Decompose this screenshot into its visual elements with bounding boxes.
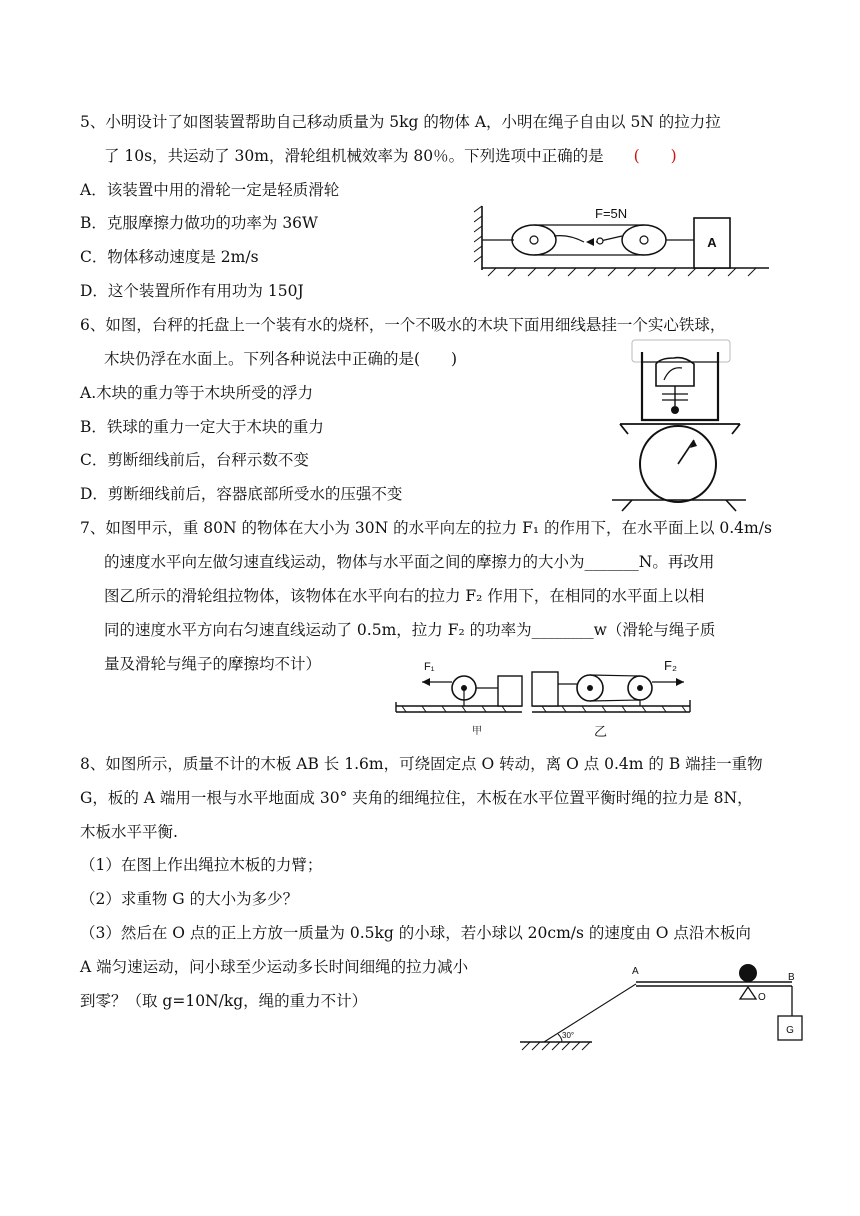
q8-sub3-line2: A 端匀速运动，问小球至少运动多长时间细绳的拉力减小 [80,958,469,976]
q5-option-a: A．该装置中用的滑轮一定是轻质滑轮 [80,181,340,199]
q7-line5: 量及滑轮与绳子的摩擦均不计） [104,655,322,673]
q7-line2: 的速度水平向左做匀速直线运动，物体与水平面之间的摩擦力的大小为_______N。再改用 [104,553,715,571]
q8-line1: 8、如图所示，质量不计的木板 AB 长 1.6m，可绕固定点 O 转动，离 O 点 0.4m 的 B 端挂一重物 [80,755,763,773]
q5-stem-text: 了 10s，共运动了 30m，滑轮组机械效率为 80％。下列选项中正确的是 [104,147,604,165]
q6-scale-figure [612,336,747,518]
q7-line3: 图乙所示的滑轮组拉物体，该物体在水平向右的拉力 F₂ 作用下，在相同的水平面上以相 [104,587,705,605]
q8-label-g: G [786,1025,794,1036]
q8-label-a: A [632,966,639,977]
q8-line2: G，板的 A 端用一根与水平地面成 30° 夹角的细绳拉住，木板在水平位置平衡时绳的拉力是 8N， [80,789,753,807]
q8-label-o: O [758,992,766,1003]
q6-option-c: C．剪断细线前后，台秤示数不变 [80,451,309,469]
q7-label-yi: 乙 [594,724,608,739]
q7-line4: 同的速度水平方向右匀速直线运动了 0.5m，拉力 F₂ 的功率为________w（滑轮与绳子质 [104,621,716,639]
q6-stem-line2: 木块仍浮在水面上。下列各种说法中正确的是( ) [104,350,458,368]
q5-option-b: B．克服摩擦力做功的功率为 36W [80,214,318,232]
q7-f2-label: F₂ [664,658,677,673]
q5-pulley-figure [474,198,774,278]
q7-label-jia: 甲 [472,726,482,737]
q5-stem-line1: 5、小明设计了如图装置帮助自己移动质量为 5kg 的物体 A，小明在绳子自由以 5N 的拉力拉 [80,113,721,131]
q8-sub2: （2）求重物 G 的大小为多少？ [80,890,299,908]
q5-force-label: F=5N [595,206,628,221]
q6-option-b: B．铁球的重力一定大于木块的重力 [80,418,324,436]
q5-option-c: C．物体移动速度是 2m/s [80,248,259,266]
q8-angle-label: 30° [562,1031,575,1040]
q8-lever-figure [514,958,804,1058]
q8-sub3: （3）然后在 O 点的正上方放一质量为 0.5kg 的小球，若小球以 20cm/s 的速度由 O 点沿木板向 [80,924,751,942]
q8-label-b: B [788,972,795,983]
q8-line3: 木板水平平衡. [80,823,178,841]
q5-stem-line2 [104,146,677,166]
q8-sub1: （1）在图上作出绳拉木板的力臂； [80,856,323,874]
q6-option-d: D．剪断细线前后，容器底部所受水的压强不变 [80,485,403,503]
q7-pulley-figure [392,654,692,742]
q5-block-label: A [707,235,717,250]
q5-option-d: D．这个装置所作有用功为 150J [80,282,304,300]
q7-f1-label: F₁ [424,661,435,673]
q5-answer-bracket: ( ) [633,147,677,165]
q6-stem-line1: 6、如图，台秤的托盘上一个装有水的烧杯，一个不吸水的木块下面用细线悬挂一个实心铁球， [80,316,726,334]
q8-sub3-line3: 到零？（取 g=10N/kg，绳的重力不计） [80,992,368,1010]
q6-option-a: A.木块的重力等于木块所受的浮力 [80,384,314,402]
q7-line1: 7、如图甲示，重 80N 的物体在大小为 30N 的水平向左的拉力 F₁ 的作用下，在水平面上以 0.4m/s [80,519,772,537]
